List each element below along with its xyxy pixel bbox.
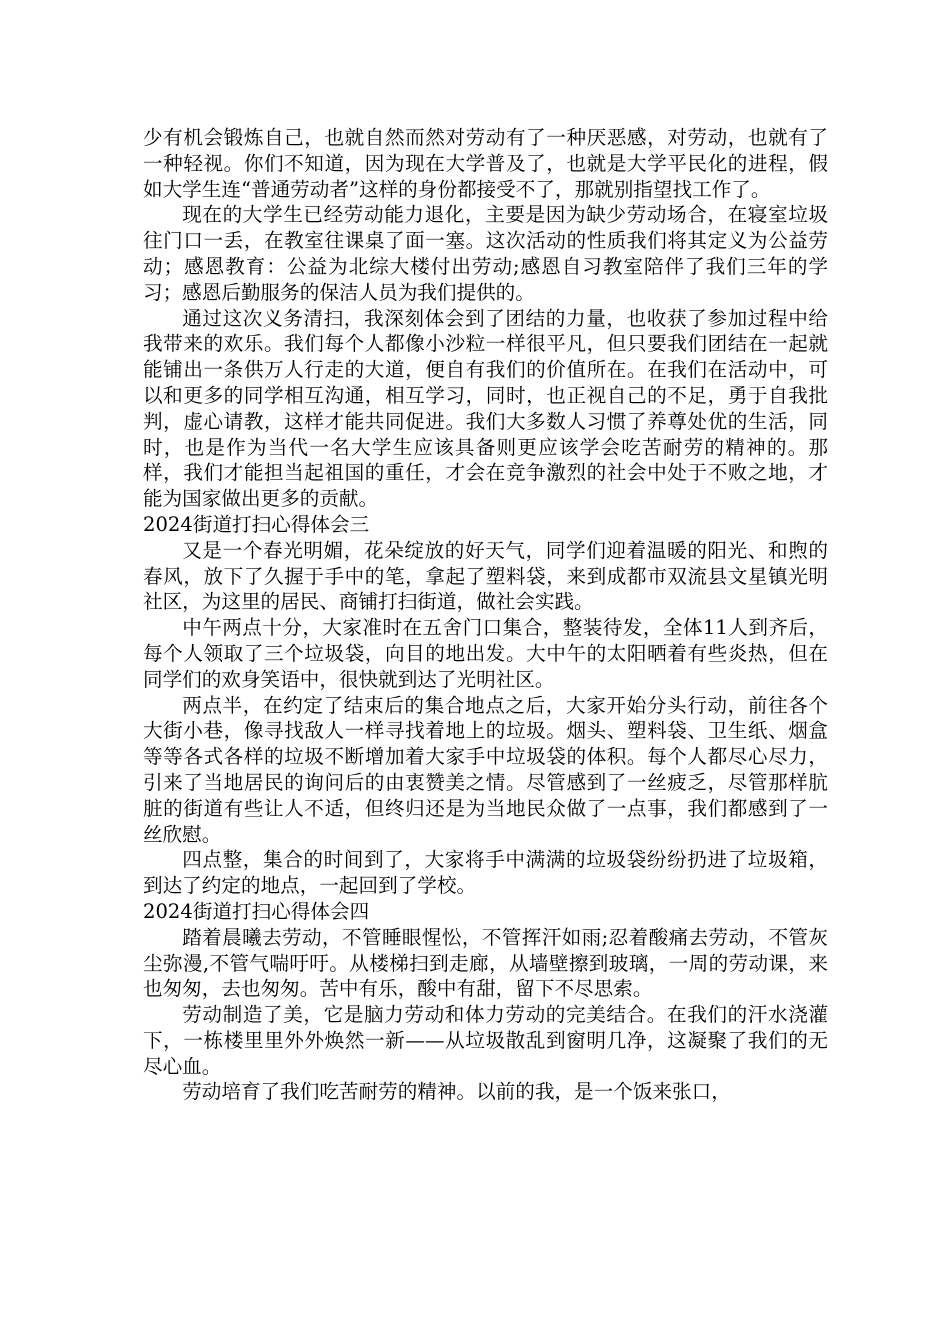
paragraph-10: 劳动培育了我们吃苦耐劳的精神。以前的我，是一个饭来张口，: [182, 1080, 731, 1104]
paragraph-4: 又是一个春光明媚，花朵绽放的好天气，同学们迎着温暖的阳光、和煦的春风，放下了久握于手中的笔，拿起了塑料袋，来到成都市双流县文星镇光明社区，为这里的居民、商铺打扫街道，做社会实践。: [143, 538, 828, 614]
paragraph-9: 劳动制造了美，它是脑力劳动和体力劳动的完美结合。在我们的汗水浇灌下，一栋楼里里外外焕然一新——从垃圾散乱到窗明几净，这凝聚了我们的无尽心血。: [143, 1003, 828, 1078]
paragraph-1: 少有机会锻炼自己，也就自然而然对劳动有了一种厌恶感，对劳动，也就有了一种轻视。你们不知道，因为现在大学普及了，也就是大学平民化的进程，假如大学生连“普通劳动者”这样的身份都接受不了，那就别指望找工作了。: [143, 126, 828, 201]
paragraph-8: 踏着晨曦去劳动，不管睡眼惺忪，不管挥汗如雨;忍着酸痛去劳动，不管灰尘弥漫,不管气喘吁吁。从楼梯扫到走廊，从墙壁擦到玻璃，一周的劳动课，来也匆匆，去也匆匆。苦中有乐，酸中有甜，留下不尽思索。: [143, 925, 828, 1001]
paragraph-3: 通过这次义务清扫，我深刻体会到了团结的力量，也收获了参加过程中给我带来的欢乐。我们每个人都像小沙粒一样很平凡，但只要我们团结在一起就能铺出一条供万人行走的大道，便自有我们的价值所在。在我们在活动中，可以和更多的同学相互沟通，相互学习，同时，也正视自己的不足，勇于自我批判，虚心请教，这样才能共同促进。我们大多数人习惯了养尊处优的生活，同时，也是作为当代一名大学生应该具备则更应该学会吃苦耐劳的精神的。那样，我们才能担当起祖国的重任，才会在竞争激烈的社会中处于不败之地，才能为国家做出更多的贡献。: [143, 306, 828, 511]
section-heading-3: 2024街道打扫心得体会三: [143, 512, 370, 536]
paragraph-6: 两点半，在约定了结束后的集合地点之后，大家开始分头行动，前往各个大街小巷，像寻找敌人一样寻找着地上的垃圾。烟头、塑料袋、卫生纸、烟盒等等各式各样的垃圾不断增加着大家手中垃圾袋的体积。每个人都尽心尽力，引来了当地居民的询问后的由衷赞美之情。尽管感到了一丝疲乏，尽管那样肮脏的街道有些让人不适，但终归还是为当地民众做了一点事，我们都感到了一丝欣慰。: [143, 693, 828, 846]
paragraph-5: 中午两点十分，大家准时在五舍门口集合，整装待发，全体11人到齐后，每个人领取了三个垃圾袋，向目的地出发。大中午的太阳晒着有些炎热，但在同学们的欢身笑语中，很快就到达了光明社区。: [143, 616, 828, 691]
document-page: [143, 125, 828, 1105]
paragraph-2: 现在的大学生已经劳动能力退化，主要是因为缺少劳动场合，在寝室垃圾往门口一丢，在教室往课桌了面一塞。这次活动的性质我们将其定义为公益劳动；感恩教育：公益为北综大楼付出劳动;感恩自习教室陪伴了我们三年的学习；感恩后勤服务的保洁人员为我们提供的。: [143, 203, 828, 304]
section-heading-4: 2024街道打扫心得体会四: [143, 899, 370, 923]
paragraph-7: 四点整，集合的时间到了，大家将手中满满的垃圾袋纷纷扔进了垃圾箱，到达了约定的地点，一起回到了学校。: [143, 848, 828, 898]
